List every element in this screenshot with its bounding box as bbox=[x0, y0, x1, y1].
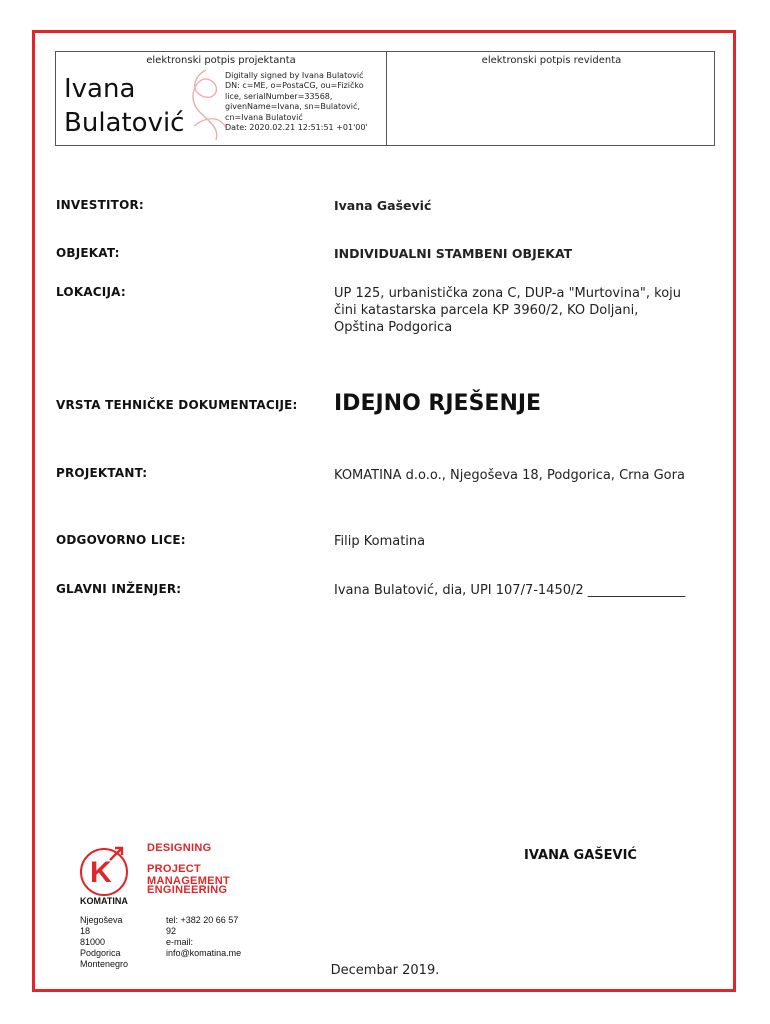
inzenjer-value: Ivana Bulatović, dia, UPI 107/7-1450/2 _______________ bbox=[334, 583, 686, 598]
address-line: Njegoševa 18 bbox=[80, 915, 123, 936]
signature-detail-line: cn=Ivana Bulatović bbox=[225, 112, 303, 122]
lokacija-line: Opština Podgorica bbox=[334, 320, 453, 335]
tagline-project-management: PROJECT MANAGEMENT bbox=[147, 863, 231, 887]
designer-signature-header: elektronski potpis projektanta bbox=[146, 55, 296, 66]
signer-first-name: Ivana bbox=[64, 74, 136, 104]
lokacija-value bbox=[334, 285, 714, 336]
investitor-label: INVESTITOR: bbox=[56, 198, 144, 212]
brand-name: KOMATINA bbox=[80, 896, 128, 906]
lokacija-line: UP 125, urbanistička zona C, DUP-a "Murtovina", koju bbox=[334, 286, 682, 301]
signer-last-name: Bulatović bbox=[64, 108, 185, 138]
signature-detail-line: givenName=Ivana, sn=Bulatović, bbox=[225, 102, 360, 112]
company-address bbox=[80, 915, 128, 970]
projektant-value: KOMATINA d.o.o., Njegoševa 18, Podgorica, Crna Gora bbox=[334, 468, 685, 483]
objekat-value: INDIVIDUALNI STAMBENI OBJEKAT bbox=[334, 246, 573, 261]
signature-details bbox=[225, 71, 368, 133]
inzenjer-label: GLAVNI INŽENJER: bbox=[56, 582, 182, 596]
reviewer-signature-header: elektronski potpis revidenta bbox=[481, 55, 622, 66]
vrsta-label: VRSTA TEHNIČKE DOKUMENTACIJE: bbox=[56, 398, 298, 412]
signature-detail-line: Digitally signed by Ivana Bulatović bbox=[225, 71, 364, 80]
arrow-up-right-icon bbox=[108, 844, 128, 864]
investitor-value: Ivana Gašević bbox=[334, 198, 432, 213]
odgovorno-value: Filip Komatina bbox=[334, 534, 426, 549]
company-contact bbox=[166, 915, 241, 959]
signature-detail-line: DN: c=ME, o=PostaCG, ou=Fizičko bbox=[225, 81, 364, 91]
signature-detail-line: Date: 2020.02.21 12:51:51 +01'00' bbox=[225, 123, 368, 133]
lokacija-label: LOKACIJA: bbox=[56, 285, 126, 299]
odgovorno-label: ODGOVORNO LICE: bbox=[56, 533, 186, 547]
signature-detail-line: lice, serialNumber=33568, bbox=[225, 91, 333, 101]
projektant-label: PROJEKTANT: bbox=[56, 466, 148, 480]
contact-phone: tel: +382 20 66 57 92 bbox=[166, 915, 239, 936]
k-logo-icon bbox=[80, 848, 128, 896]
address-line: 81000 Podgorica bbox=[80, 937, 121, 958]
objekat-label: OBJEKAT: bbox=[56, 246, 120, 260]
contact-email: e-mail: info@komatina.me bbox=[166, 937, 242, 958]
address-line: Montenegro bbox=[80, 959, 129, 969]
signer-name bbox=[64, 72, 184, 140]
client-name: IVANA GAŠEVIĆ bbox=[524, 848, 637, 863]
signature-box bbox=[55, 51, 715, 146]
document-date: Decembar 2019. bbox=[330, 963, 440, 978]
vrsta-value: IDEJNO RJEŠENJE bbox=[334, 391, 542, 416]
lokacija-line: čini katastarska parcela KP 3960/2, KO Doljani, bbox=[334, 303, 639, 318]
tagline-designing: DESIGNING bbox=[147, 842, 212, 854]
logo-letter: K bbox=[90, 856, 112, 889]
tagline-engineering: ENGINEERING bbox=[147, 884, 228, 896]
